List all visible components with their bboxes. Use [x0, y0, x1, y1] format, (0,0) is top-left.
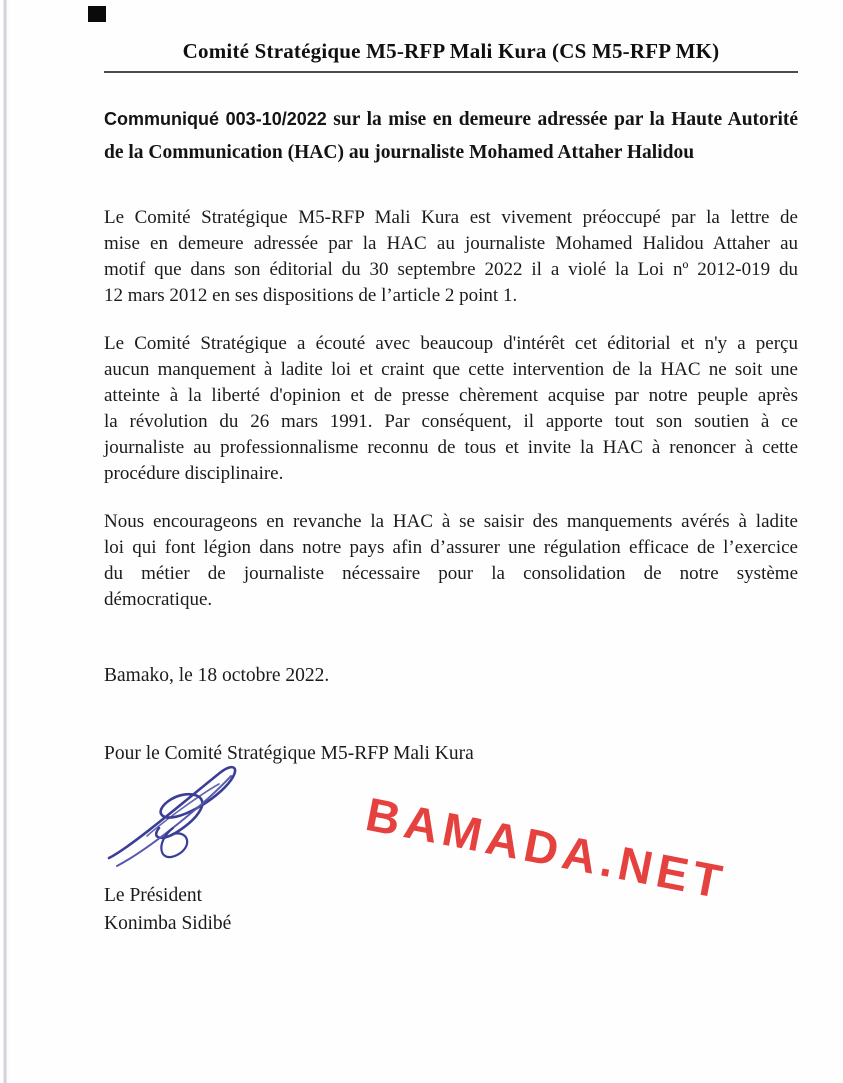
paragraph-line: Le Comité Stratégique M5-RFP Mali Kura est vivement préoccupé par la lettre de: [104, 207, 798, 228]
paragraph-line: journaliste au professionnalisme reconnu de tous et invite la HAC à renoncer à cette: [104, 437, 798, 458]
watermark: BAMADA.NET: [361, 786, 732, 909]
paragraph: [104, 205, 798, 309]
signer-block: [104, 882, 231, 938]
paragraph-line: 12 mars 2012 en ses dispositions de l’article 2 point 1.: [104, 285, 518, 306]
paragraph-line: loi qui font légion dans notre pays afin d’assurer une régulation efficace de l’exercice: [104, 537, 798, 558]
signer-role: Le Président: [104, 885, 203, 906]
document-content: [104, 0, 798, 765]
communique-heading: [104, 103, 798, 169]
scan-edge-artifact: [0, 0, 9, 1083]
paragraph-line: démocratique.: [104, 589, 213, 610]
paragraph-line: mise en demeure adressée par la HAC au journaliste Mohamed Halidou Attaher au: [104, 233, 798, 254]
paragraphs: [104, 205, 798, 613]
paragraph-line: du métier de journaliste nécessaire pour la consolidation de notre système: [104, 563, 798, 584]
communique-number: Communiqué 003-10/2022: [104, 109, 327, 129]
paragraph-line: Le Comité Stratégique a écouté avec beaucoup d'intérêt cet éditorial et n'y a perçu: [104, 333, 798, 354]
paragraph-line: aucun manquement à ladite loi et craint que cette intervention de la HAC ne soit une: [104, 359, 798, 380]
paragraph-line: procédure disciplinaire.: [104, 463, 284, 484]
title-block: [104, 38, 798, 73]
document-title: Comité Stratégique M5-RFP Mali Kura (CS M5-RFP MK): [182, 39, 720, 63]
paragraph-line: Nous encourageons en revanche la HAC à se saisir des manquements avérés à ladite: [104, 511, 798, 532]
signature-for-line: Pour le Comité Stratégique M5-RFP Mali Kura: [104, 743, 474, 764]
communique-heading-line1-rest: sur la mise en demeure adressée par la Haute Autorité: [326, 109, 799, 130]
communique-heading-line2: de la Communication (HAC) au journaliste Mohamed Attaher Halidou: [104, 142, 695, 163]
paragraph-line: motif que dans son éditorial du 30 septembre 2022 il a violé la Loi nº 2012-019 du: [104, 259, 798, 280]
communique-heading-line1: [104, 103, 798, 136]
paragraph: [104, 509, 798, 613]
paragraph-line: atteinte à la liberté d'opinion et de presse chèrement acquise par notre peuple après: [104, 385, 798, 406]
signature-ink: [103, 750, 243, 875]
signer-name: Konimba Sidibé: [104, 913, 232, 934]
paragraph: [104, 331, 798, 487]
date-line: Bamako, le 18 octobre 2022.: [104, 665, 330, 686]
paragraph-line: la révolution du 26 mars 1991. Par conséquent, il apporte tout son soutien à ce: [104, 411, 798, 432]
